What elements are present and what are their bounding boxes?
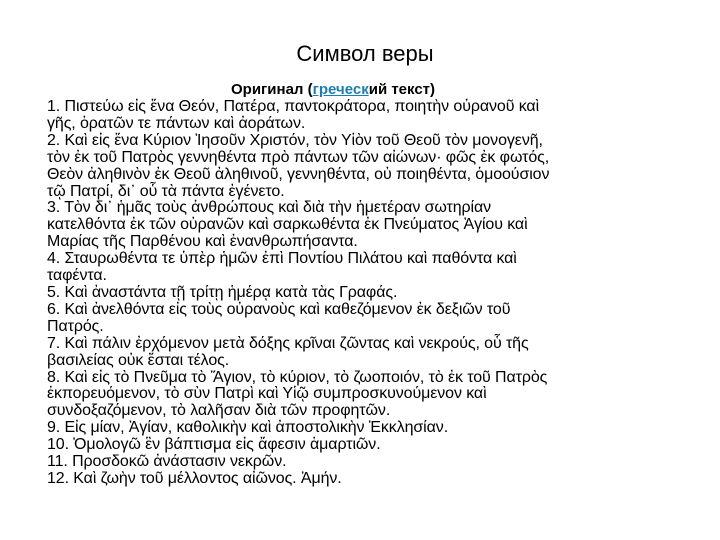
subtitle-suffix: ий текст): [368, 81, 436, 98]
creed-text: [47, 99, 677, 488]
creed-line: τῷ Πατρί, δι᾽ οὗ τὰ πάντα ἐγένετο.: [47, 182, 285, 200]
creed-line: 10. Ὁμολογῶ ἓν βάπτισμα εἰς ἄφεσιν ἁμαρτιῶν.: [47, 436, 381, 454]
creed-line: 6. Καὶ ἀνελθόντα εἰς τοὺς οὐρανοὺς καὶ καθεζόμενον ἐκ δεξιῶν τοῦ: [47, 300, 511, 318]
creed-line: 11. Προσδοκῶ ἀνάστασιν νεκρῶν.: [47, 453, 287, 471]
page-title: Символ веры: [296, 41, 434, 66]
creed-line: συνδοξαζόμενον, τὸ λαλῆσαν διὰ τῶν προφητῶν.: [47, 402, 391, 420]
creed-line: 1. Πιστεύω εἰς ἕνα Θεόν, Πατέρα, παντοκράτορα, ποιητὴν οὐρανοῦ καὶ: [47, 98, 540, 115]
creed-line: ἐκπορευόμενον, τὸ σὺν Πατρὶ καὶ Υἱῷ συμπροσκυνούμενον καὶ: [47, 385, 487, 403]
subtitle-prefix: Оригинал (: [231, 81, 313, 98]
creed-line: Μαρίας τῆς Παρθένου καὶ ἐνανθρωπήσαντα.: [47, 233, 358, 251]
greek-language-link[interactable]: греческ: [312, 81, 369, 98]
creed-line: 8. Καὶ εἰς τὸ Πνεῦμα τὸ Ἅγιον, τὸ κύριον, τὸ ζωοποιόν, τὸ ἐκ τοῦ Πατρὸς: [47, 368, 548, 386]
creed-line: Πατρός.: [47, 317, 104, 335]
creed-line: 2. Καὶ εἰς ἕνα Κύριον Ἰησοῦν Χριστόν, τὸν Υἱὸν τοῦ Θεοῦ τὸν μονογενῆ,: [47, 131, 543, 149]
creed-line: 9. Εἰς μίαν, Ἁγίαν, καθολικὴν καὶ ἀποστολικὴν Ἐκκλησίαν.: [47, 419, 449, 437]
creed-line: κατελθόντα ἐκ τῶν οὐρανῶν καὶ σαρκωθέντα ἐκ Πνεύματος Ἁγίου καὶ: [47, 216, 528, 234]
creed-line: ταφέντα.: [47, 267, 107, 285]
creed-line: 7. Καὶ πάλιν ἐρχόμενον μετὰ δόξης κρῖναι ζῶντας καὶ νεκρούς, οὗ τῆς: [47, 334, 529, 352]
subtitle: [231, 80, 435, 100]
creed-line: γῆς, ὁρατῶν τε πάντων καὶ ἀοράτων.: [47, 114, 306, 132]
creed-line: βασιλείας οὐκ ἔσται τέλος.: [47, 351, 230, 369]
creed-line: 12. Καὶ ζωὴν τοῦ μέλλοντος αἰῶνος. Ἀμήν.: [47, 469, 342, 487]
creed-line: 3. Τὸν δι᾽ ἡμᾶς τοὺς ἀνθρώπους καὶ διὰ τὴν ἡμετέραν σωτηρίαν: [47, 199, 492, 217]
creed-line: τὸν ἐκ τοῦ Πατρὸς γεννηθέντα πρὸ πάντων τῶν αἰώνων· φῶς ἐκ φωτός,: [47, 148, 550, 166]
creed-line: Θεὸν ἀληθινὸν ἐκ Θεοῦ ἀληθινοῦ, γεννηθέντα, οὐ ποιηθέντα, ὁμοούσιον: [47, 165, 550, 183]
creed-line: 5. Καὶ ἀναστάντα τῇ τρίτῃ ἡμέρᾳ κατὰ τὰς Γραφάς.: [47, 283, 398, 301]
creed-line: 4. Σταυρωθέντα τε ὑπὲρ ἡμῶν ἐπὶ Ποντίου Πιλάτου καὶ παθόντα καὶ: [47, 250, 517, 268]
